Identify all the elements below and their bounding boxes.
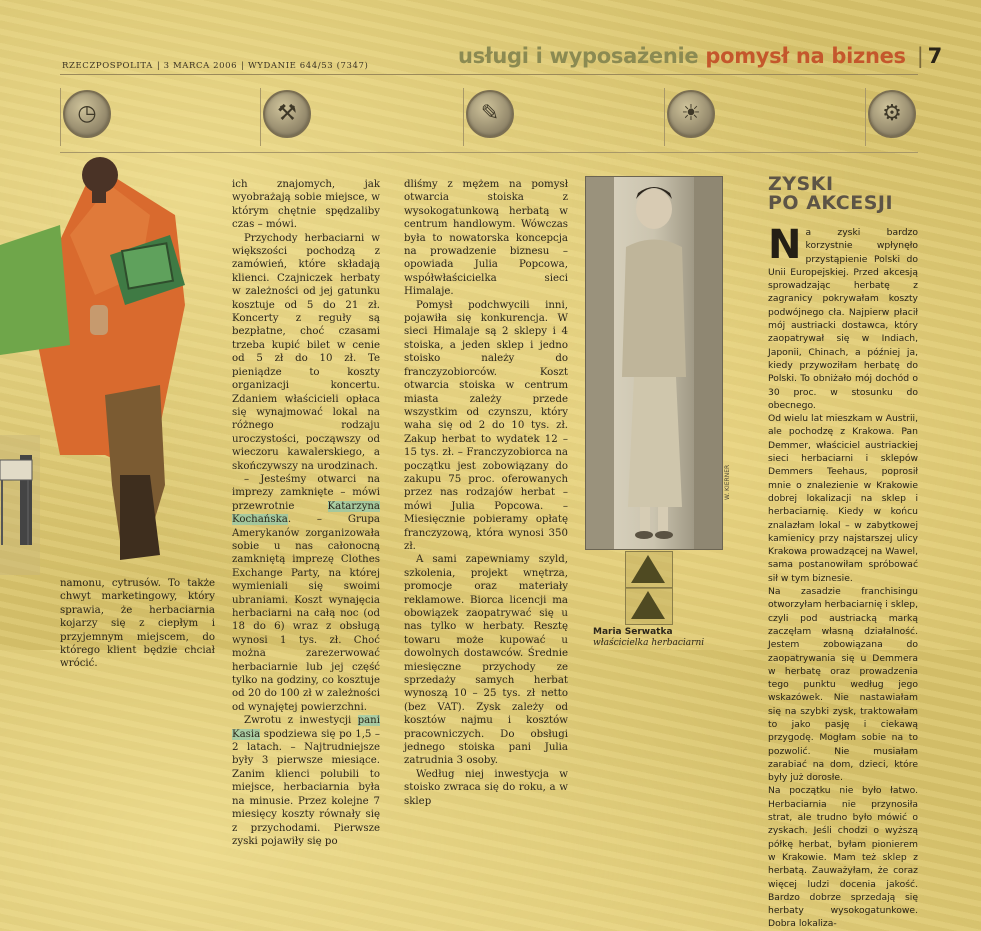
article-column-0-bottom [60, 577, 215, 671]
paragraph: ich znajomych, jak wyobrażają sobie miejsce, w którym chętnie spędzaliby czas – mówi. [232, 179, 380, 231]
tools-icon: ⚒ [263, 90, 311, 138]
section-title-accent: pomysł na biznes [705, 44, 906, 68]
paragraph [768, 222, 918, 412]
triangle-icon [631, 555, 665, 583]
header-rule [60, 74, 918, 75]
paragraph: Według niej inwestycja w stoisko zwraca się do roku, a w sklep [404, 768, 568, 807]
section-title [458, 44, 942, 68]
paragraph: Na początku nie było łatwo. Herbaciarnia nie przynosiła strat, ale trudno było mówić o zyskach. Jeśli chodzi o wyższą półkę herbat, byłam pionierem w Krakowie. Mam też sklep z herbatą. Zauważyłam, że coraz więcej ludzi docenia jakość. Bardzo dobrze sprzedają się herbaty wysokogatunkowe. Dobra lokaliza- [768, 785, 918, 930]
text-run: Zwrotu z inwestycji [244, 715, 358, 727]
page-number: 7 [927, 44, 942, 68]
masthead-paper: RZECZPOSPOLITA [62, 61, 153, 71]
paragraph: Od wielu lat mieszkam w Austrii, ale pochodzę z Krakowa. Pan Demmer, właściciel austriackiej sieci herbaciarni i sklepów Demmers Teehaus, poprosił mnie o znalezienie w Krakowie dobrej lokalizacji na sklep i herbaciarnię. Kiedy w końcu znalazłam lokal – w zabytkowej kamienicy przy najstarszej ulicy Krakowa prowadzącej na Wawel, sama postanowiłam spróbować sił w tym biznesie. [768, 413, 918, 584]
highlighted-name: pani Kasia [232, 715, 380, 740]
masthead-edition: WYDANIE 644/53 (7347) [247, 61, 369, 71]
text-run: . – Grupa Amerykanów zorganizowała sobie u nas całonocną zamkniętą imprezę Clothes Exchange Party, na której wymieniali się swoimi ubraniami. Koszt wynajęcia herbaciarni na całą noc (od 18 do 6) wraz z obsługą wynosi 1 tys. zł. Choć można zarezerwować herbaciarnie lub jej część tylko na godziny, co kosztuje od 20 do 100 zł w zależności od wynajętej powierzchni. [232, 514, 380, 713]
text-run: a zyski bardzo korzystnie wpłynęło przystąpienie Polski do Unii Europejskiej. Przed akcesją sprowadzając herbatę z zagranicy pokrywałam koszty podwójnego cła. Najpierw płacił mój austriacki dostawca, który zaopatrywał się w Indiach, Japonii, Chinach, a później ja, kiedy przywoziłam herbatę do Polski. To obniżało mój dochód o 30 proc. w stosunku do obecnego. [768, 227, 918, 411]
masthead-date: 3 MARCA 2006 [163, 61, 238, 71]
band-divider [865, 88, 866, 146]
drop-cap: N [768, 222, 802, 268]
highlighted-name: Katarzyna Kochańska [232, 500, 380, 526]
brush-icon: ✎ [466, 90, 514, 138]
photo-caption [593, 627, 704, 649]
icon-band [60, 80, 918, 153]
text-run: spodziewa się po 1,5 – 2 latach. – Najtrudniejsze były 3 pierwsze miesiące. Zanim klienci polubili to miejsce, herbaciarnia była na minusie. Przez kolejne 7 miesięcy koszty równały się z przychodami. Pierwsze zyski pojawiły się po [232, 728, 380, 847]
photo-figure [586, 177, 722, 549]
band-divider [463, 88, 464, 146]
triangle-icon [631, 591, 665, 619]
sidebar-column [768, 222, 918, 930]
pipes-icon: ⚙ [868, 90, 916, 138]
sidebar-heading-line2: PO AKCESJI [768, 192, 894, 214]
paragraph: Pomysł podchwycili inni, pojawiła się konkurencja. W sieci Himalaje są 2 sklepy i 4 stoiska, a jeden sklep i jedno stoisko należy do franczyzobiorców. Koszt otwarcia stoiska w centrum miasta zależy przede wszystkim od czynszu, który waha się od 2 do 10 tys. zł. Zakup herbat to wydatek 12 – 15 tys. zł. – Franczyzobiorca na początku jest zobowiązany do zakupu 75 proc. oferowanych przez nas rodzajów herbat – mówi Julia Popcowa. – Miesięcznie pobieramy opłatę franczyzową, która wynosi 350 zł. [404, 299, 568, 552]
caption-role: właścicielka herbaciarni [593, 638, 705, 648]
masthead: RZECZPOSPOLITA | 3 MARCA 2006 | WYDANIE 644/53 (7347) [62, 61, 369, 71]
paragraph: dliśmy z mężem na pomysł otwarcia stoiska z wysokogatunkową herbatą w centrum handlowym. Wówczas była to nowatorska koncepcja na prowadzenie biznesu – opowiada Julia Popcowa, współwłaścicielka sieci Himalaje. [404, 179, 568, 298]
sidebar-heading-line1: ZYSKI [768, 173, 834, 195]
clock-icon: ◷ [63, 90, 111, 138]
band-divider [260, 88, 261, 146]
photo-credit: W. KIERNER [724, 464, 731, 500]
paragraph: Na zasadzie franchisingu otworzyłam herbaciarnię i sklep, czyli pod austriacką marką zaczęłam własną działalność. Jestem zobowiązana do zaopatrywania się u Demmera w herbatę oraz prowadzenia tego punktu według jego wskazówek. Nie nastawiałam się na szybki zysk, traktowałam to jako pasję i ciekawą przygodę. Mogłam sobie na to pozwolić. Nie musiałam zarabiać na dom, dzieci, które były już dorosłe. [768, 586, 918, 784]
band-divider [60, 88, 61, 146]
text-run: – Jesteśmy otwarci na imprezy zamknięte – mówi przewrotnie [232, 473, 380, 512]
paragraph [232, 473, 380, 714]
portrait-photo [585, 176, 723, 550]
sidebar-heading [768, 175, 893, 213]
paragraph [232, 714, 380, 848]
band-divider [664, 88, 665, 146]
paragraph: Przychody herbaciarni w większości pochodzą z zamówień, które składają klienci. Czajniczek herbaty w zależności od jej gatunku kosztuje od 5 do 21 zł. Koncerty z reguły są bezpłatne, choć czasami trzeba kupić bilet w cenie od 5 zł do 10 zł. Te pieniądze to koszty organizacji koncertu. Zdaniem właścicieli opłaca się wynajmować lokal na różnego rodzaju uroczystości, począwszy od wieczoru kawalerskiego, a skończywszy na urodzinach. [232, 232, 380, 472]
article-column-1 [232, 178, 380, 847]
section-separator: | [916, 44, 924, 68]
paragraph: A sami zapewniamy szyld, szkolenia, projekt wnętrza, promocje oraz materiały reklamowe. Biorca licencji ma obowiązek zaopatrywać się u nas tylko w herbaty. Resztę towaru może kupować u dowolnych dostawców. Średnie miesięczne przychody ze sprzedaży samych herbat wynoszą 10 – 25 tys. zł netto (bez VAT). Zysk zależy od kosztów najmu i kosztów pracowniczych. Do obsługi jednego stoiska pani Julia zatrudnia 3 osoby. [404, 554, 568, 767]
illustration-man-with-boxes [0, 155, 205, 575]
lightbulb-icon: ☀ [667, 90, 715, 138]
article-column-2 [404, 178, 568, 807]
paragraph: namonu, cytrusów. To także chwyt marketingowy, który sprawia, że herbaciarnia kojarzy się z ciepłym i przyjemnym miejscem, do którego klient będzie chciał wrócić. [60, 578, 215, 670]
section-title-plain: usługi i wyposażenie [458, 44, 699, 68]
caption-name: Maria Serwatka [593, 627, 673, 637]
